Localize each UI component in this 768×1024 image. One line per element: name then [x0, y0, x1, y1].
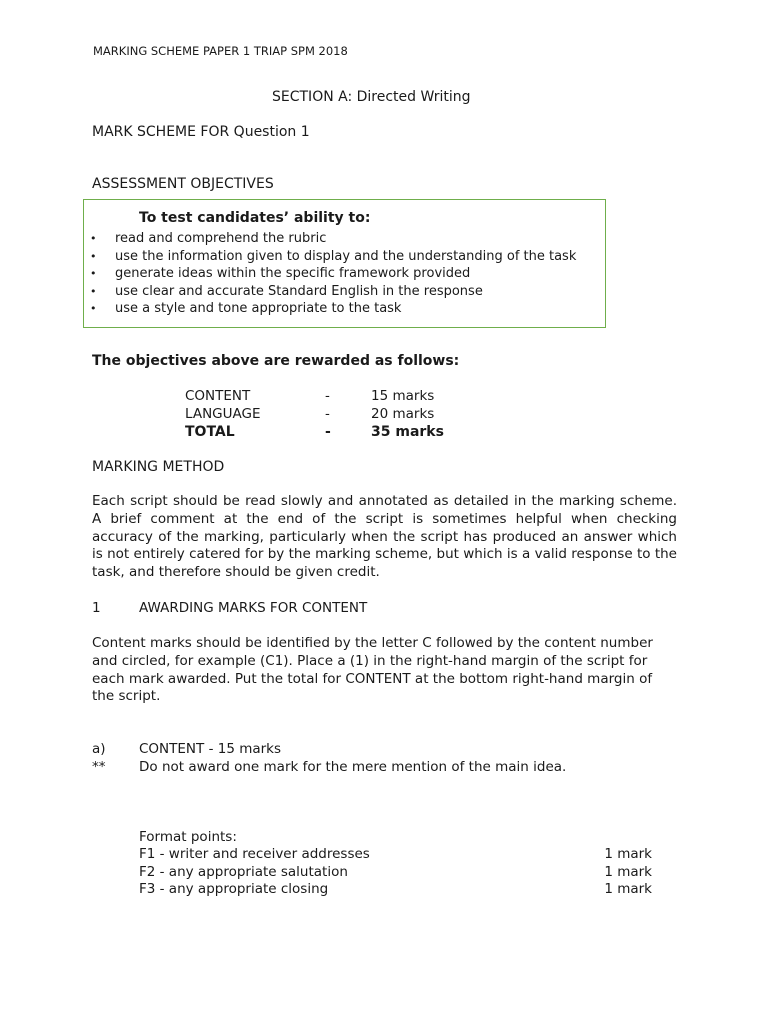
marks-table [185, 388, 485, 442]
marking-method-paragraph: Each script should be read slowly and annotated as detailed in the marking scheme. A brief comment at the end of the script is sometimes helpful when checking accuracy of the marking, particularly when the script has produced an answer which is not entirely catered for by the marking scheme, but which is a valid response to the task, and therefore should be given credit. [92, 493, 677, 581]
objectives-list [90, 230, 576, 318]
mark-scheme-title: MARK SCHEME FOR Question 1 [92, 124, 310, 140]
rewarded-title: The objectives above are rewarded as follows: [92, 353, 460, 369]
content-a-line [92, 741, 281, 757]
objectives-box [83, 199, 606, 328]
awarding-title: AWARDING MARKS FOR CONTENT [139, 600, 368, 616]
content-a-label: a) [92, 741, 106, 757]
list-item: • read and comprehend the rubric [90, 231, 327, 246]
content-a-text: CONTENT - 15 marks [139, 741, 282, 757]
objectives-heading: To test candidates’ ability to: [139, 210, 371, 226]
content-note-line [92, 759, 566, 775]
format-point-row: F2 - any appropriate salutation 1 mark [139, 864, 652, 880]
awarding-heading [92, 600, 367, 616]
bullet-icon: • [90, 249, 97, 263]
page-header: MARKING SCHEME PAPER 1 TRIAP SPM 2018 [93, 44, 348, 58]
list-item: • use the information given to display and the understanding of the task [90, 248, 577, 264]
marks-row-language: LANGUAGE - 20 marks [185, 406, 435, 422]
list-item: • use a style and tone appropriate to the task [90, 301, 402, 317]
content-note-text: Do not award one mark for the mere mention of the main idea. [139, 759, 567, 775]
marking-method-title: MARKING METHOD [92, 459, 225, 475]
bullet-icon: • [90, 267, 97, 281]
awarding-number: 1 [92, 600, 101, 616]
format-point-row: F3 - any appropriate closing 1 mark [139, 881, 652, 897]
content-note-label: ** [92, 759, 106, 775]
bullet-icon: • [90, 232, 97, 245]
bullet-icon: • [90, 284, 97, 298]
list-item: • generate ideas within the specific framework provided [90, 266, 471, 282]
list-item: • use clear and accurate Standard English in the response [90, 283, 483, 299]
awarding-paragraph: Content marks should be identified by the letter C followed by the content number and circled, for example (C1). Place a (1) in the right-hand margin of the script for each mark awarded. Put the total for CONTENT at the bottom right-hand margin of the script. [92, 635, 653, 705]
bullet-icon: • [90, 302, 97, 316]
format-point-row: F1 - writer and receiver addresses 1 mark [139, 846, 652, 862]
format-points-title: Format points: [139, 829, 237, 845]
assessment-objectives-title: ASSESSMENT OBJECTIVES [92, 176, 274, 192]
marks-row-content: CONTENT - 15 marks [185, 388, 435, 404]
section-title: SECTION A: Directed Writing [272, 89, 471, 105]
marks-row-total: TOTAL - 35 marks [185, 424, 444, 440]
